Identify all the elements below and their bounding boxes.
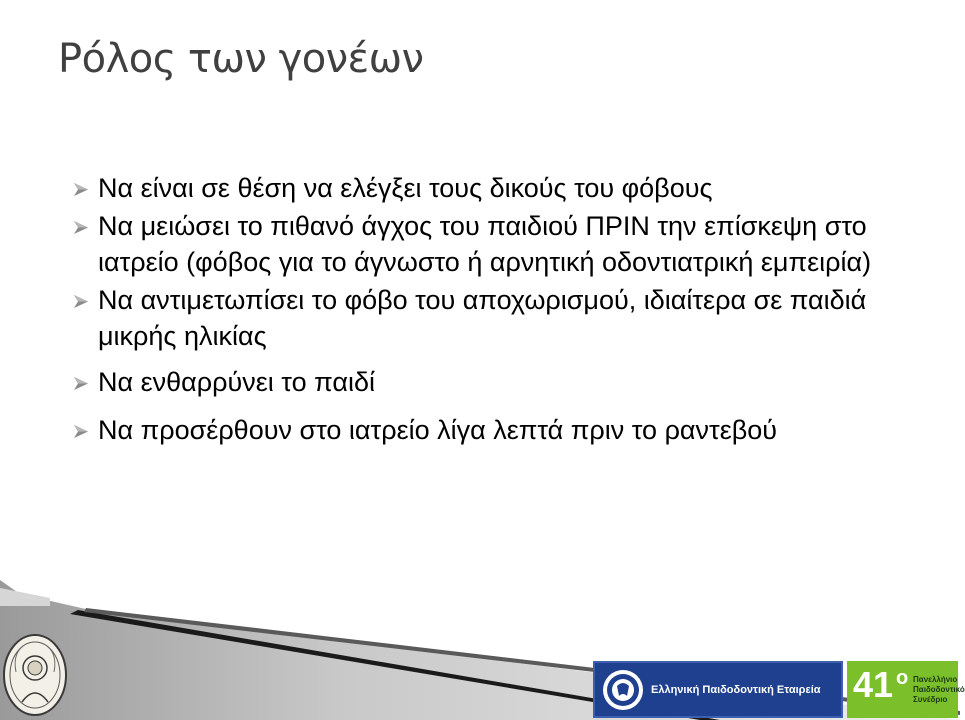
arrowhead-bullet-icon xyxy=(74,221,88,234)
congress-logo xyxy=(847,661,965,718)
bullet-text: Να προσέρθουν στο ιατρείο λίγα λεπτά πριν το ραντεβού xyxy=(98,415,778,445)
congress-line: Παιδοδοντικό xyxy=(913,685,965,694)
congress-title xyxy=(913,675,965,705)
bullet-item xyxy=(70,412,930,448)
bullet-item xyxy=(70,364,930,400)
slide-title: Ρόλος των γονέων xyxy=(58,36,424,82)
university-seal-icon xyxy=(2,632,68,718)
bullet-text: Να ενθαρρύνει το παιδί xyxy=(98,367,375,397)
bullet-item xyxy=(70,282,930,354)
bullet-text: Να μειώσει το πιθανό άγχος του παιδιού ΠΡΙΝ την επίσκεψη στο ιατρείο (φόβος για το άγνωστο ή αρνητική οδοντιατρική εμπειρία) xyxy=(98,211,872,277)
arrowhead-bullet-icon xyxy=(74,295,88,308)
society-logo-text: Ελληνική Παιδοδοντική Εταιρεία xyxy=(651,683,821,696)
congress-degree: ο xyxy=(896,667,909,689)
bullet-text: Να αντιμετωπίσει το φόβο του αποχωρισμού, ιδιαίτερα σε παιδιά μικρής ηλικίας xyxy=(98,285,867,351)
bullet-item xyxy=(70,208,930,280)
congress-number: 41 xyxy=(853,664,894,705)
congress-line: Συνέδριο xyxy=(913,695,948,704)
society-logo xyxy=(593,661,843,718)
bullet-list xyxy=(70,170,930,450)
bullet-text: Να είναι σε θέση να ελέγξει τους δικούς του φόβους xyxy=(98,173,713,203)
arrowhead-bullet-icon xyxy=(74,425,88,438)
bullet-item xyxy=(70,170,930,206)
arrowhead-bullet-icon xyxy=(74,183,88,196)
arrowhead-bullet-icon xyxy=(74,377,88,390)
society-emblem-icon xyxy=(601,668,645,712)
congress-line: Πανελλήνιο xyxy=(913,675,958,684)
